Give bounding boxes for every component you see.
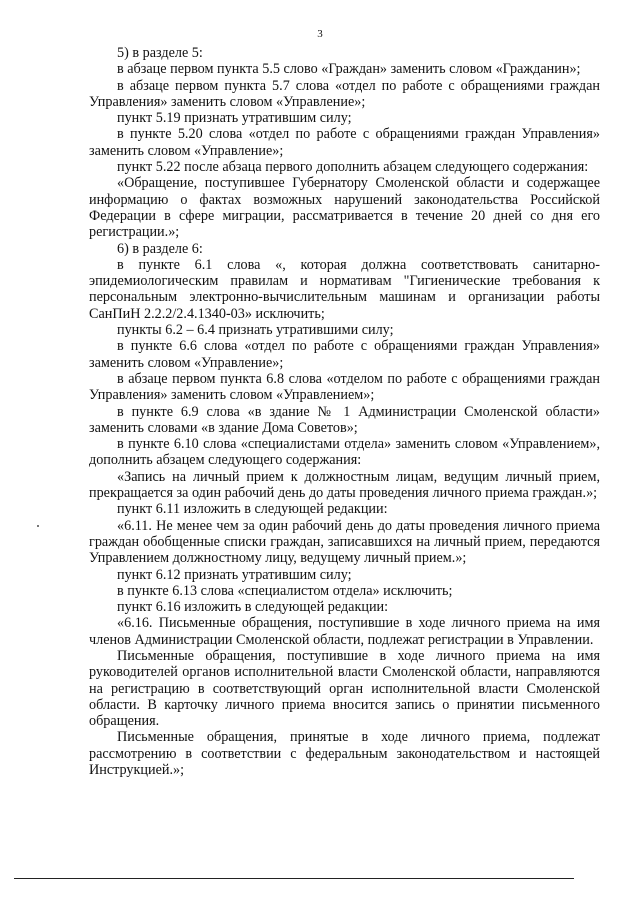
paragraph: «Обращение, поступившее Губернатору Смоленской области и содержащее информацию о фактах возможных нарушений законодательства Российской Федерации в сфере миграции, рассматривается в течение 20 дней со дня его регистрации.»; <box>89 175 600 241</box>
paragraph: в пункте 6.6 слова «отдел по работе с обращениями граждан Управления» заменить словом «Управление»; <box>89 338 600 371</box>
paragraph: в пункте 6.13 слова «специалистом отдела» исключить; <box>117 582 453 599</box>
footer-divider <box>14 878 574 879</box>
paragraph: пункт 6.16 изложить в следующей редакции: <box>117 599 389 616</box>
paragraph: «6.16. Письменные обращения, поступившие в ходе личного приема на имя членов Администрации Смоленской области, подлежат регистрации в Управлении. <box>89 615 600 648</box>
paragraph: в пункте 6.10 слова «специалистами отдела» заменить словом «Управлением», дополнить абзацем следующего содержания: <box>89 436 600 469</box>
paragraph: в пункте 6.9 слова «в здание № 1 Администрации Смоленской области» заменить словами «в здание Дома Советов»; <box>89 403 600 436</box>
paragraph: «6.11. Не менее чем за один рабочий день до даты проведения личного приема граждан обобщенные списки граждан, записавшихся на личный прием, передаются Управлением должностному лицу, ведущему личный прием.»; <box>89 517 600 567</box>
paragraph: пункты 6.2 – 6.4 признать утратившими силу; <box>117 322 394 339</box>
paragraph: пункт 6.11 изложить в следующей редакции: <box>117 501 388 518</box>
paragraph: 5) в разделе 5: <box>117 45 203 61</box>
paragraph: Письменные обращения, принятые в ходе личного приема, подлежат рассмотрению в соответствии с федеральным законодательством и настоящей Инструкцией.»; <box>89 729 600 779</box>
paragraph: пункт 6.12 признать утратившим силу; <box>117 566 352 583</box>
paragraph: «Запись на личный прием к должностным лицам, ведущим личный прием, прекращается за один рабочий день до даты проведения личного приема граждан.»; <box>89 468 600 502</box>
paragraph: в абзаце первом пункта 5.5 слово «Граждан» заменить словом «Гражданин»; <box>117 61 581 78</box>
paragraph: в пункте 6.1 слова «, которая должна соответствовать санитарно-эпидемиологическим правилам и нормативам "Гигиенические требования к персональным электронно-вычислительным машинам и организации работы СанПиН 2.2.2/2.4.1340-03» исключить; <box>89 256 600 322</box>
scan-speck <box>37 525 39 527</box>
paragraph: в пункте 5.20 слова «отдел по работе с обращениями граждан Управления» заменить словом «Управление»; <box>89 126 600 159</box>
paragraph: Письменные обращения, поступившие в ходе личного приема на имя руководителей органов исполнительной власти Смоленской области, направляются на регистрацию в соответствующий орган исполнительной власти Смоленской области. В карточку личного приема вносится запись о принятии письменного обращения. <box>89 647 600 730</box>
paragraph: в абзаце первом пункта 5.7 слова «отдел по работе с обращениями граждан Управления» заменить словом «Управление»; <box>89 77 600 110</box>
page-number: 3 <box>317 28 323 40</box>
paragraph: 6) в разделе 6: <box>117 240 203 257</box>
paragraph: в абзаце первом пункта 6.8 слова «отделом по работе с обращениями граждан Управления» заменить словом «Управлением»; <box>89 370 600 404</box>
document-body <box>89 45 600 778</box>
paragraph: пункт 5.19 признать утратившим силу; <box>117 110 352 127</box>
paragraph: пункт 5.22 после абзаца первого дополнить абзацем следующего содержания: <box>117 159 589 176</box>
